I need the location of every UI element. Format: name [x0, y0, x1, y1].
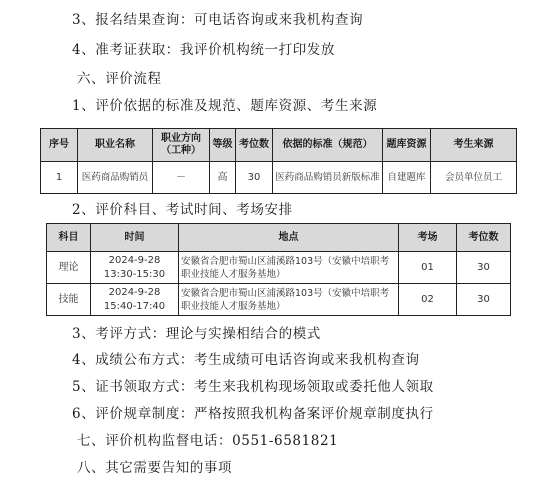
table-header-row	[41, 129, 517, 162]
col-header-time: 时间	[91, 224, 179, 252]
col-header-seats: 考位数	[236, 129, 273, 162]
col-header-subject: 科目	[47, 224, 91, 252]
occupation-table	[40, 128, 517, 194]
cell-time: 2024-9-28 15:40-17:40	[91, 284, 179, 316]
cell-exam-room: 01	[399, 252, 457, 284]
cell-occupation: 医药商品购销员	[78, 162, 153, 194]
cell-exam-room: 02	[399, 284, 457, 316]
line-admission-ticket: 4、准考证获取：我评价机构统一打印发放	[72, 42, 335, 58]
col-header-direction: 职业方向（工种）	[153, 129, 210, 162]
col-header-level: 等级	[210, 129, 236, 162]
table-row	[41, 162, 517, 194]
cell-location: 安徽省合肥市蜀山区浦溪路103号（安徽中培职考职业技能人才服务基地）	[179, 284, 399, 316]
col-header-location: 地点	[179, 224, 399, 252]
col-header-seats: 考位数	[457, 224, 511, 252]
cell-standard: 医药商品购销员新版标准	[273, 162, 383, 194]
cell-subject: 技能	[47, 284, 91, 316]
table-row	[47, 252, 511, 284]
col-header-occupation: 职业名称	[78, 129, 153, 162]
heading-evaluation-process: 六、评价流程	[77, 71, 162, 87]
cell-seats: 30	[236, 162, 273, 194]
cell-seats: 30	[457, 284, 511, 316]
cell-number: 1	[41, 162, 78, 194]
col-header-candidate-source: 考生来源	[431, 129, 517, 162]
cell-question-bank: 自建题库	[383, 162, 431, 194]
exam-schedule-table	[46, 223, 511, 316]
table-row	[47, 284, 511, 316]
line-assessment-method: 3、考评方式：理论与实操相结合的模式	[72, 326, 321, 342]
cell-level: 高	[210, 162, 236, 194]
col-header-standard: 依据的标准（规范）	[273, 129, 383, 162]
line-score-release: 4、成绩公布方式：考生成绩可电话咨询或来我机构查询	[72, 352, 420, 368]
cell-time: 2024-9-28 13:30-15:30	[91, 252, 179, 284]
line-certificate-collection: 5、证书领取方式：考生来我机构现场领取或委托他人领取	[72, 379, 434, 395]
cell-candidate-source: 会员单位员工	[431, 162, 517, 194]
col-header-number: 序号	[41, 129, 78, 162]
cell-seats: 30	[457, 252, 511, 284]
line-exam-arrangement: 2、评价科目、考试时间、考场安排	[72, 202, 293, 218]
line-result-query: 3、报名结果查询：可电话咨询或来我机构查询	[72, 12, 364, 28]
line-evaluation-basis: 1、评价依据的标准及规范、题库资源、考生来源	[72, 98, 378, 114]
col-header-exam-room: 考场	[399, 224, 457, 252]
table-header-row	[47, 224, 511, 252]
cell-subject: 理论	[47, 252, 91, 284]
col-header-question-bank: 题库资源	[383, 129, 431, 162]
cell-direction: －	[153, 162, 210, 194]
line-other-notices: 八、其它需要告知的事项	[77, 460, 233, 476]
line-supervision-phone: 七、评价机构监督电话：0551-6581821	[77, 433, 339, 449]
cell-location: 安徽省合肥市蜀山区浦溪路103号（安徽中培职考职业技能人才服务基地）	[179, 252, 399, 284]
line-regulations: 6、评价规章制度：严格按照我机构备案评价规章制度执行	[72, 406, 434, 422]
